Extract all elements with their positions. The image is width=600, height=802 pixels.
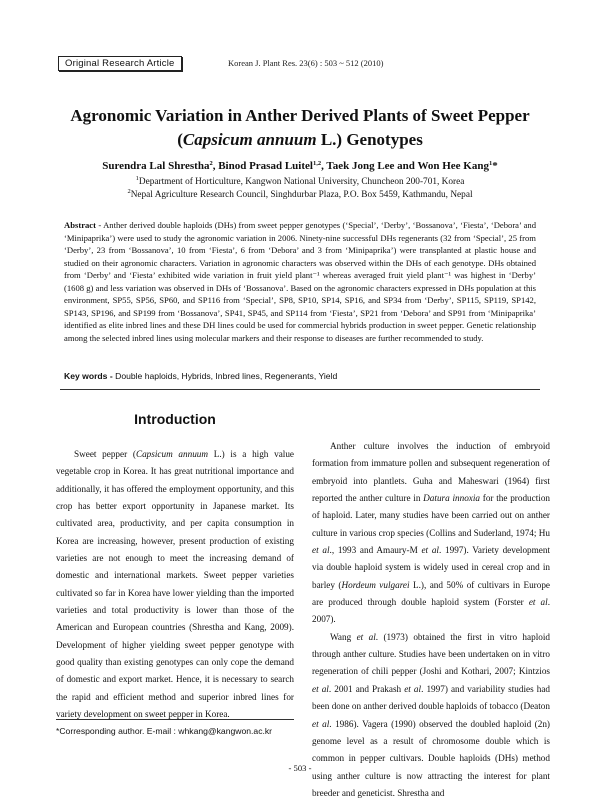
species-name: Capsicum annuum: [182, 130, 317, 149]
text-run: L.) is a high value vegetable crop in Korea. It has great nutritional importance and additionally, it has offered the employment opportunity, and this crop has better export opportunity in Japanese market. Its cultivated area, productivity, and per capita consumption in Korea are increasing, however, present production of existing varieties are not enough to meet the increasing demand of domestic and international markets. Sweet pepper varieties cultivated so far in Korea have lower yielding than the imported varieties and total productivity is lower than those of the American and European countries (Shrestha and Kang, 2009). Development of higher yielding sweet pepper genotype with good quality than existing genotypes can only cope the demand of domestic and export market. Hence, it is necessary to search the rapid and efficient method and superior inbred lines for variety development on sweet pepper in Korea.: [56, 449, 295, 720]
footnote-divider: [56, 719, 294, 720]
et-al: et al: [421, 545, 439, 556]
text-run: . (1973) obtained the first in vitro haploid through anther culture. Studies have been undertaken on in vitro regeneration of chili pepper (Joshi and Kothari, 2007; Kintzios: [312, 631, 550, 677]
et-al: et al: [312, 718, 330, 729]
title-paren: (: [177, 130, 183, 149]
left-column: [56, 446, 294, 724]
author-separator: ,: [321, 160, 327, 172]
text-run: for the production of haploid. Later, many studies have been carried out on anther culture in various crop species (Collins and Suderland, 1974; Hu: [312, 493, 551, 538]
page-number: - 503 -: [288, 763, 312, 773]
affiliation-2-text: Nepal Agriculture Research Council, Singhdurbar Plaza, P.O. Box 5459, Kathmandu, Nepal: [130, 190, 473, 200]
species-name: Capsicum annuum: [135, 449, 209, 459]
text-run: Sweet pepper (: [74, 449, 136, 459]
corresponding-star: *: [492, 160, 498, 172]
author-3-4: Taek Jong Lee and Won Hee Kang: [326, 160, 489, 172]
et-al: et al: [528, 597, 548, 608]
author-1: Surendra Lal Shrestha: [102, 160, 210, 172]
abstract: [64, 219, 536, 344]
footnote-email: E-mail : whkang@kangwon.ac.kr: [144, 726, 273, 736]
author-1-affil: 2: [209, 160, 213, 167]
introduction-heading: Introduction: [134, 411, 216, 427]
abstract-label: Abstract: [64, 220, 96, 230]
text-run: . 1997). Variety development via double haploid system is widely used in cereal crop and in barley (: [312, 545, 551, 590]
text-run: . 1997) and variability studies had been done on anther derived double haploids of tobacco (Deaton: [312, 683, 550, 712]
affiliation-2-marker: 2: [127, 188, 131, 195]
et-al: et al: [356, 631, 376, 642]
text-run: . 1986). Vagera (1990) observed the doubled haploid (2n) genome level as a result of chromosome double which is common in pepper cultivars. Double haploids (DHs) method using anther culture is now attracting the interest for plant breeder and geneticist. Shrestha and: [312, 718, 550, 798]
intro-paragraph-3: [312, 629, 550, 802]
intro-paragraph-1: [56, 446, 294, 724]
text-run: Wang: [330, 631, 357, 642]
abstract-text: - Anther derived double haploids (DHs) from sweet pepper genotypes (‘Special’, ‘Derby’, ‘Bossanova’, ‘Fiesta’, ‘Debora’ and ‘Minipaprika’) were used to study the agronomic variation in 2006. Ninety-nine successful DHs regenerants (32 from ‘Special’, 25 from ‘Derby’, 23 from ‘Bossanova’, 10 from ‘Fiesta’, 6 from ‘Debora’ and 3 from ‘Minipaprika’) were transplanted at plastic house and studied on their agronomic characters. Variation in agronomic characters was observed within the DHs of each genotype. DHs obtained from ‘Derby’ and ‘Fiesta’ exhibited wide variation in fruit yield plant⁻¹ whereas averaged fruit yield plant⁻¹ was highest in ‘Derby’ (1608 g) and less variation was observed in DHs of ‘Bossanova’. Based on the agronomic characters expressed in DHs population at this environment, SP55, SP56, SP60, and SP116 from ‘Special’, SP8, SP10, SP14, SP16, and SP34 from ‘Derby’, SP115, SP119, SP142, SP143, SP196, and SP199 from ‘Bossanova’, SP41, SP45, and SP114 from ‘Fiesta’, SP21 from ‘Debora’ and SP91 from ‘Minipaprika’ identified as elite inbred lines and these DH lines could be used for commercial hybrids production in sweet pepper. Genetic relationship among the selected inbred lines using molecular markers and their response to diseases are further recommended to study.: [64, 220, 536, 343]
text-run: . 2001 and Prakash: [328, 683, 405, 694]
affiliation-1: [40, 176, 560, 188]
et-al: et al: [312, 545, 330, 556]
author-list: [40, 160, 560, 172]
text-run: ., 1993 and Amaury-M: [329, 545, 422, 556]
title-line-2: [40, 128, 560, 152]
article-type-badge: Original Research Article: [58, 56, 182, 71]
affiliation-1-marker: 1: [135, 175, 139, 182]
title-line-1: Agronomic Variation in Anther Derived Plants of Sweet Pepper: [70, 106, 530, 125]
title-line-2-rest: L.) Genotypes: [316, 130, 423, 149]
paper-title: [40, 104, 560, 152]
et-al: et al: [404, 683, 422, 694]
author-2-affil: 1,2: [312, 160, 322, 167]
footnote-label: *Corresponding author.: [56, 726, 145, 736]
author-2: Binod Prasad Luitel: [218, 160, 313, 172]
intro-paragraph-2: [312, 438, 550, 629]
species-name: Datura innoxia: [423, 493, 481, 504]
author-3-affil: 1: [488, 160, 493, 167]
author-separator: ,: [212, 160, 219, 172]
keywords-label: Key words -: [64, 371, 113, 381]
text-run: Anther culture involves the induction of embryoid formation from immature pollen and subsequent regeneration of embryoid into plantlets. Guha and Maheswari (1964) first reported the anther culture in: [312, 441, 550, 504]
et-al: et al: [312, 683, 329, 694]
species-name: Hordeum vulgarei: [341, 579, 410, 590]
text-run: L.), and 50% of cultivars in Europe are produced through double haploid system (Forster: [312, 579, 551, 608]
corresponding-author-footnote: [56, 726, 306, 736]
section-divider: [60, 389, 540, 390]
keywords-text: Double haploids, Hybrids, Inbred lines, Regenerants, Yield: [112, 371, 338, 381]
affiliation-1-text: Department of Horticulture, Kangwon National University, Chuncheon 200-701, Korea: [138, 177, 465, 187]
right-column: [312, 438, 550, 802]
text-run: . 2007).: [312, 597, 550, 625]
keywords: [64, 371, 536, 381]
journal-reference: Korean J. Plant Res. 23(6) : 503 ~ 512 (2010): [228, 58, 384, 68]
affiliation-2: [40, 189, 560, 201]
